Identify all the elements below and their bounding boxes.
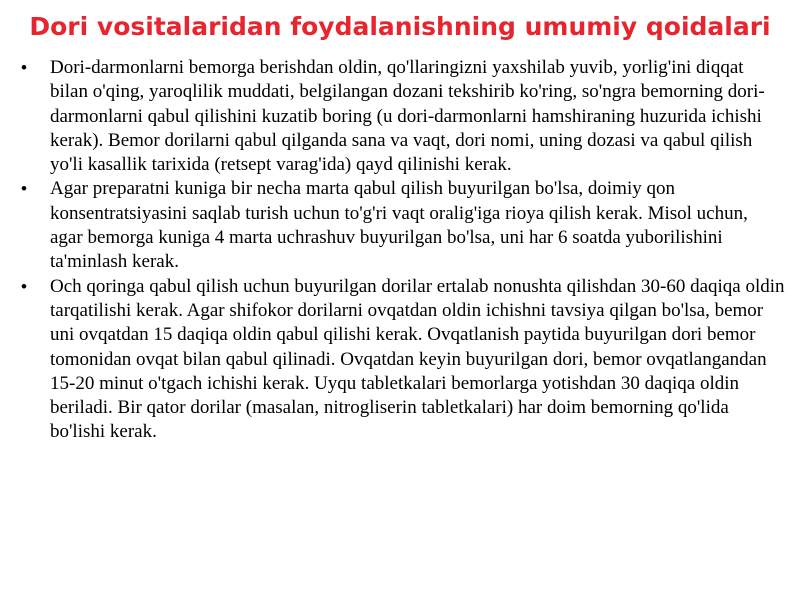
- bullet-icon: •: [21, 276, 27, 296]
- bullet-text: Agar preparatni kuniga bir necha marta qabul qilish buyurilgan bo'lsa, doimiy qon konsentratsiyasini saqlab turish uchun to'g'ri vaqt oralig'iga rioya qilish kerak. Misol uchun, agar bemorga kuniga 4 marta uchrashuv buyurilgan bo'lsa, uni har 6 soatda yuborilishini ta'minlash kerak.: [50, 178, 748, 273]
- bullet-text: Dori-darmonlarni bemorga berishdan oldin, qo'llaringizni yaxshilab yuvib, yorlig'ini diqqat bilan o'qing, yaroqlilik muddati, belgilangan dozani tekshirib ko'ring, so'ngra bemorning dori-darmonlarni qabul qilishini kuzatib boring (u dori-darmonlarni hamshiraning huzurida ichishi kerak). Bemor dorilarni qabul qilganda sana va vaqt, dori nomi, uning dozasi va qabul qilish yo'li kasallik tarixida (retsept varag'ida) qayd qilinishi kerak.: [50, 57, 765, 176]
- bullet-list: [20, 56, 785, 445]
- slide-title: Dori vositalaridan foydalanishning umumiy qoidalari: [29, 12, 771, 41]
- bullet-icon: •: [21, 58, 27, 77]
- bullet-icon: •: [21, 179, 27, 199]
- bullet-item-dosing-intervals: [20, 177, 785, 274]
- bullet-text: Och qoringa qabul qilish uchun buyurilgan dorilar ertalab nonushta qilishdan 30-60 daqiqa oldin tarqatilishi kerak. Agar shifokor dorilarni ovqatdan oldin ichishni tavsiya qilgan bo'lsa, bemor uni ovqatdan 15 daqiqa oldin qabul qilishi kerak. Ovqatlanish paytida buyurilgan dori bemor tomonidan ovqat bilan qabul qilinadi. Ovqatdan keyin buyurilgan dori, bemor ovqatlangandan 15-20 minut o'tgach ichishi kerak. Uyqu tabletkalari bemorlarga yotishdan 30 daqiqa oldin beriladi. Bir qator dorilar (masalan, nitrogliserin tabletkalari) har doim bemorning qo'lida bo'lishi kerak.: [50, 275, 785, 443]
- bullet-item-meal-timing: [20, 275, 785, 445]
- bullet-item-hygiene-and-records: [20, 56, 785, 177]
